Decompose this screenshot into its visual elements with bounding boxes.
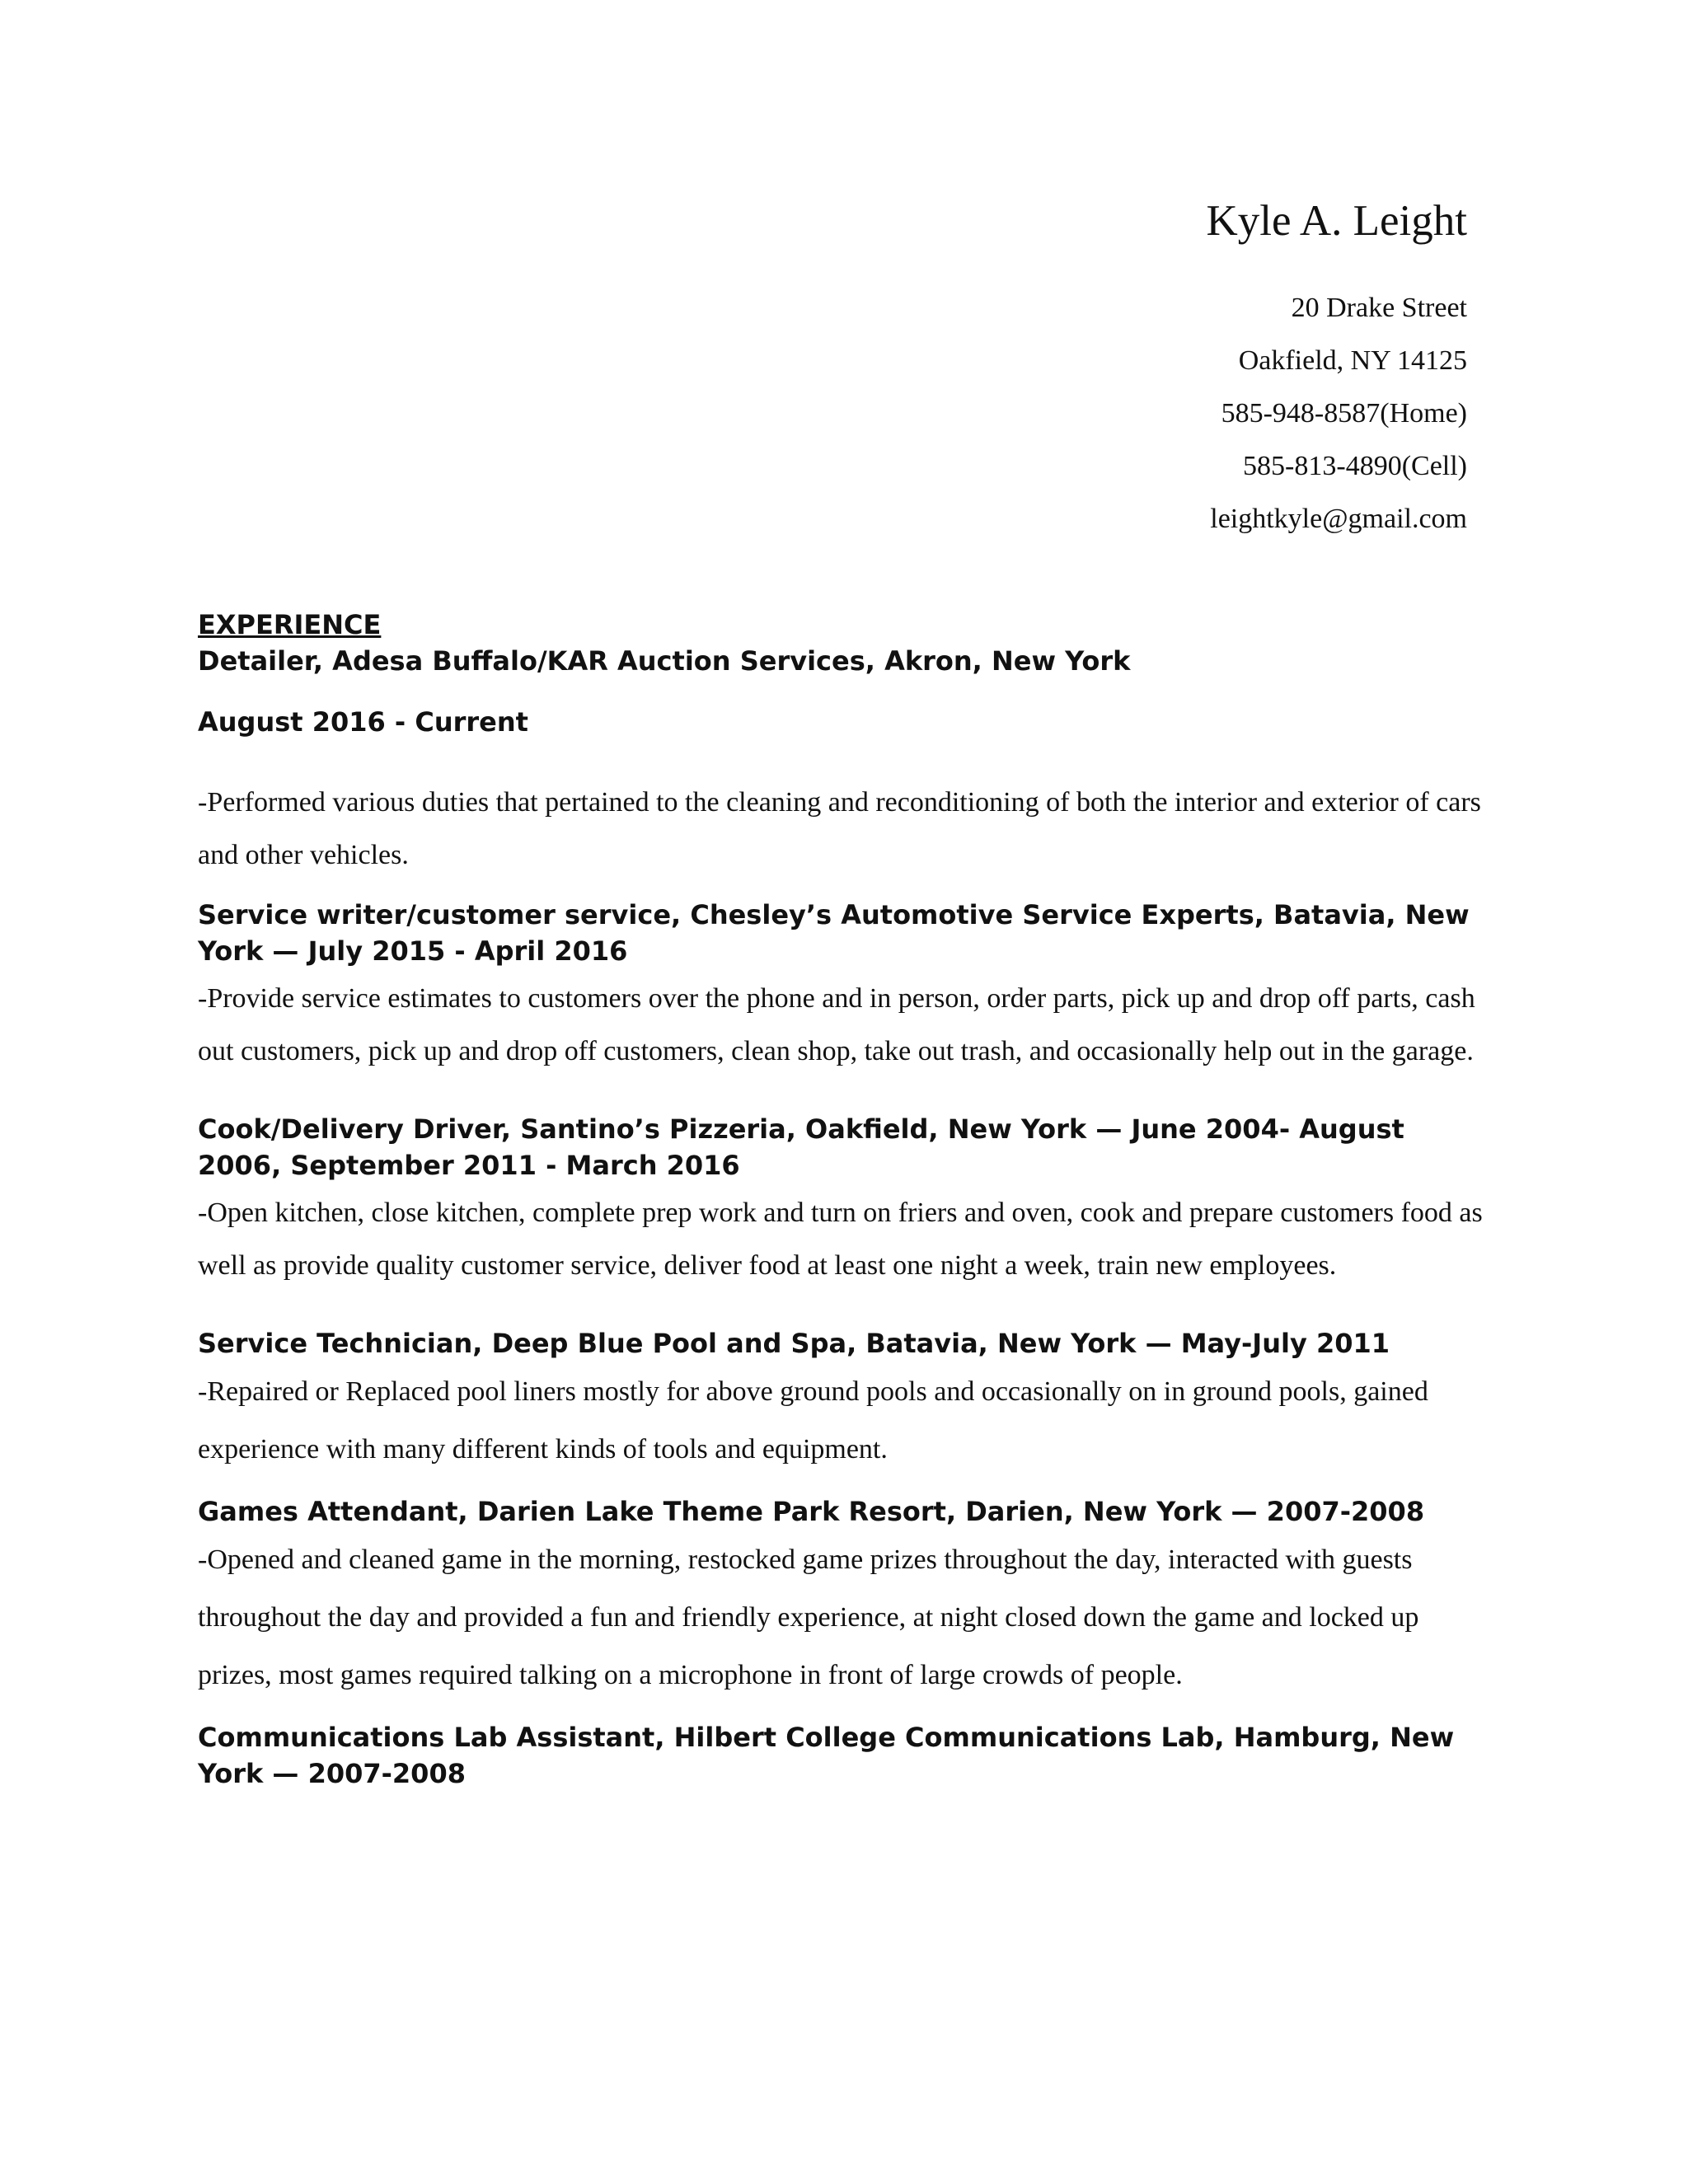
phone-cell: 585-813-4890(Cell) xyxy=(1243,451,1467,481)
section-title-experience: EXPERIENCE xyxy=(198,609,382,640)
job-date: August 2016 - Current xyxy=(198,706,528,738)
job-title: Detailer, Adesa Buffalo/KAR Auction Services, Akron, New York xyxy=(198,645,1131,677)
candidate-name: Kyle A. Leight xyxy=(1206,197,1467,245)
experience-section xyxy=(198,607,1484,1792)
job-title: Service Technician, Deep Blue Pool and Spa, Batavia, New York — May-July 2011 xyxy=(198,1328,1390,1359)
email: leightkyle@gmail.com xyxy=(1210,504,1467,534)
job-title: Games Attendant, Darien Lake Theme Park Resort, Darien, New York — 2007-2008 xyxy=(198,1496,1425,1527)
address-street: 20 Drake Street xyxy=(1291,293,1467,323)
address-city: Oakfield, NY 14125 xyxy=(1238,345,1467,376)
resume-header xyxy=(725,194,1467,546)
job-title: Communications Lab Assistant, Hilbert College Communications Lab, Hamburg, New York — 2007-2008 xyxy=(198,1722,1455,1789)
job-description: -Performed various duties that pertained to the cleaning and reconditioning of both the interior and exterior of cars and other vehicles. xyxy=(198,787,1481,870)
job-description: -Open kitchen, close kitchen, complete prep work and turn on friers and oven, cook and prepare customers food as well as provide quality customer service, deliver food at least one night a week, train new employees. xyxy=(198,1197,1483,1281)
phone-home: 585-948-8587(Home) xyxy=(1221,398,1467,429)
job-description: -Provide service estimates to customers over the phone and in person, order parts, pick up and drop off parts, cash out customers, pick up and drop off customers, clean shop, take out trash, and occasionally help out in the garage. xyxy=(198,983,1475,1066)
job-title: Cook/Delivery Driver, Santino’s Pizzeria, Oakfield, New York — June 2004- August 2006, September 2011 - March 2016 xyxy=(198,1113,1404,1181)
job-title: Service writer/customer service, Chesley’s Automotive Service Experts, Batavia, New York — July 2015 - April 2016 xyxy=(198,899,1470,967)
job-description: -Repaired or Replaced pool liners mostly for above ground pools and occasionally on in ground pools, gained experience with many different kinds of tools and equipment. xyxy=(198,1376,1428,1465)
job-description: -Opened and cleaned game in the morning, restocked game prizes throughout the day, interacted with guests throughout the day and provided a fun and friendly experience, at night closed down the game and locked up prizes, most games required talking on a microphone in front of large crowds of people. xyxy=(198,1544,1419,1690)
